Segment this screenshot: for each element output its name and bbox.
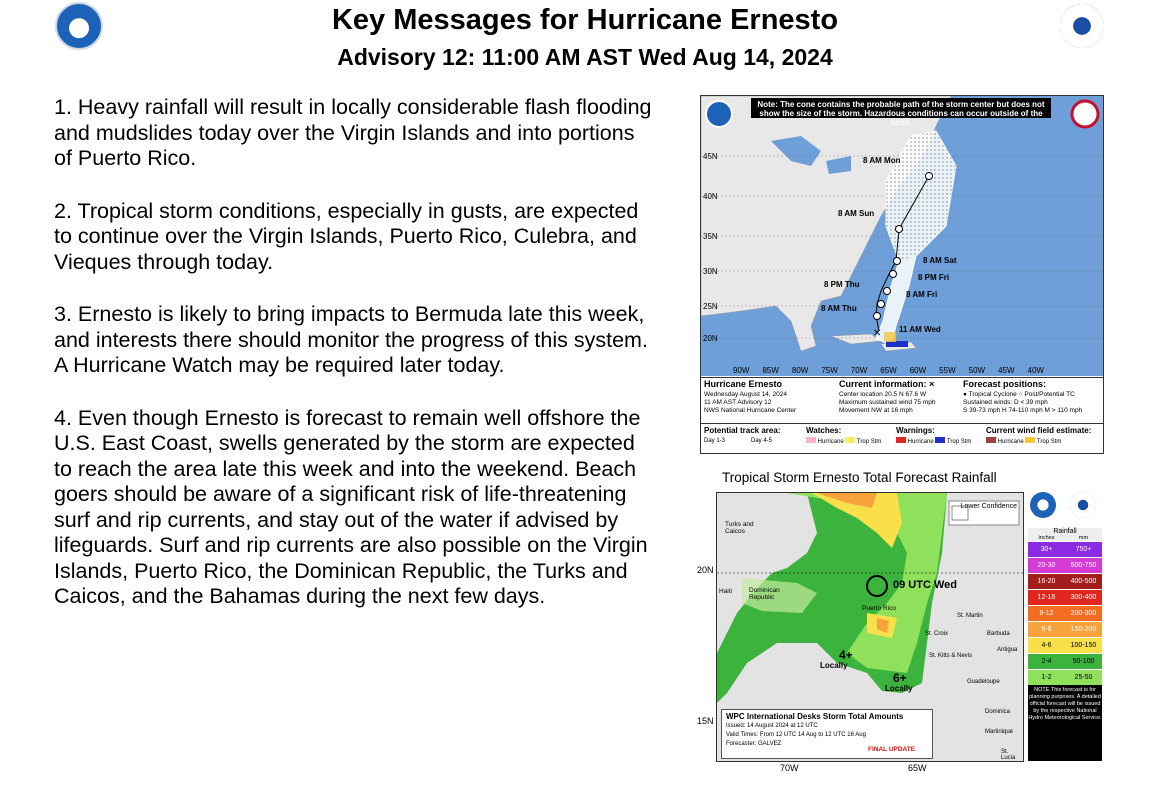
place-dominica: Dominica — [985, 709, 1011, 715]
legend-title: Rainfall — [1028, 528, 1102, 535]
pos-8pm-fri: 8 PM Fri — [918, 273, 950, 282]
key-message-2: 2. Tropical storm conditions, especially in gusts, are expected to continue over the Virgin Islands, Puerto Rico, Culebra, and Vieques through today. — [54, 198, 639, 274]
rainfall-legend — [1028, 528, 1102, 686]
wpc-info-box — [721, 709, 933, 759]
pos-8am-thu: 8 AM Thu — [821, 304, 857, 313]
warning-tropstm-label: Trop Stm — [946, 439, 972, 445]
key-message-4: 4. Even though Ernesto is forecast to remain well offshore the U.S. East Coast, swells generated by the storm are expected to reach the area late this week and into the weekend. Beach goers should be aware of a significant risk of life-threatening surf and rip currents, and stay out of the water if advised by lifeguards. Surf and rip currents are also possible on the Virgin Islands, Puerto Rico, the Dominican Republic, the Turks and Caicos, and the Bahamas during the next few days. — [54, 405, 648, 608]
legend-unit-inches: inches — [1038, 535, 1055, 541]
forecast-legend: ● Tropical Cyclone ○ Post/Potential TC — [963, 391, 1075, 398]
watch-hurricane — [806, 437, 881, 447]
legend-row — [1028, 638, 1102, 653]
rainfall-title: Tropical Storm Ernesto Total Forecast Rainfall — [722, 470, 997, 485]
nws-small-logo — [1070, 492, 1096, 518]
legend-row — [1028, 542, 1102, 557]
legend-inches: 20-30 — [1028, 558, 1065, 573]
place-turks-caicos: Turks and Caicos — [725, 521, 754, 535]
lat-40: 40N — [703, 192, 718, 201]
legend-row — [1028, 670, 1102, 685]
legend-inches: 16-20 — [1028, 574, 1065, 589]
max-wind: Maximum sustained wind 75 mph — [839, 399, 936, 406]
legend-mm: 400-500 — [1065, 574, 1102, 589]
legend-unit-mm: mm — [1078, 535, 1089, 541]
lat-35: 35N — [703, 232, 718, 241]
legend-row — [1028, 574, 1102, 589]
watch-tropstm-label: Trop Stm — [856, 439, 882, 445]
cone-map — [700, 95, 1104, 454]
legend-row — [1028, 558, 1102, 573]
rainfall-note: NOTE This forecast is for planning purposes. A detailed official forecast will be issued by the respective National Hydro Meteorological Service. — [1028, 685, 1102, 761]
lon-label: 55W — [939, 366, 956, 375]
legend-mm: 200-300 — [1065, 606, 1102, 621]
pos-11am-wed: 11 AM Wed — [899, 325, 941, 334]
tc-label: Tropical Cyclone — [968, 391, 1017, 398]
place-barbuda: Barbuda — [987, 631, 1010, 637]
callout-4plus-locally: Locally — [820, 661, 848, 670]
callout-6plus-locally: Locally — [885, 684, 913, 693]
lat-30: 30N — [703, 267, 718, 276]
wpc-forecaster: Forecaster: GALVEZ — [726, 741, 782, 747]
wind-field-label: Current wind field estimate: — [986, 426, 1092, 435]
pos-8am-fri: 8 AM Fri — [906, 290, 938, 299]
legend-panel — [701, 423, 1103, 454]
wind-hurricane-label: Hurricane — [997, 439, 1024, 445]
legend-row — [1028, 654, 1102, 669]
lon-label: 60W — [909, 366, 927, 375]
warning-types — [896, 437, 971, 447]
legend-mm: 100-150 — [1065, 638, 1102, 653]
place-antigua: Antigua — [997, 647, 1018, 653]
noaa-small-logo — [1030, 492, 1056, 518]
legend-inches: 8-12 — [1028, 606, 1065, 621]
day-1-3: Day 1-3 — [704, 438, 726, 444]
lon-label: 75W — [821, 366, 838, 375]
place-dominican-republic: Dominican Republic — [749, 587, 780, 601]
lon-label: 80W — [791, 366, 809, 375]
callout-4plus: 4+ — [839, 648, 853, 662]
legend-inches: 2-4 — [1028, 654, 1065, 669]
warnings-label: Warnings: — [896, 426, 935, 435]
lon-labels — [733, 366, 1044, 375]
lat-25: 25N — [703, 302, 718, 311]
rain-lon-70: 70W — [780, 763, 799, 773]
lat-45: 45N — [703, 152, 718, 161]
place-st-kitts: St. Kitts & Nevis — [929, 653, 973, 659]
forecast-title: Forecast positions: — [963, 379, 1047, 389]
pos-8am-sat: 8 AM Sat — [923, 256, 957, 265]
storm-name: Hurricane Ernesto — [704, 379, 783, 389]
legend-mm: 50-100 — [1065, 654, 1102, 669]
lat-20: 20N — [703, 334, 718, 343]
lon-label: 85W — [762, 366, 779, 375]
legend-row — [1028, 622, 1102, 637]
cone-map-graphic — [701, 96, 1103, 376]
legend-row — [1028, 590, 1102, 605]
watches-label: Watches: — [806, 426, 842, 435]
legend-mm: 300-400 — [1065, 590, 1102, 605]
legend-mm: 750+ — [1065, 542, 1102, 557]
callout-6plus: 6+ — [893, 671, 907, 685]
rain-lat-20: 20N — [697, 565, 714, 575]
legend-units — [1028, 535, 1102, 541]
lower-confidence-label: Lower Confidence — [960, 503, 1017, 510]
place-haiti: Haiti — [719, 588, 733, 595]
place-st-croix: St. Croix — [925, 631, 949, 637]
legend-mm: 25-50 — [1065, 670, 1102, 685]
legend-mm: 500-750 — [1065, 558, 1102, 573]
rainfall-map — [716, 492, 1024, 762]
legend-inches: 12-16 — [1028, 590, 1065, 605]
place-st-lucia: St. Lucia — [1001, 749, 1016, 761]
rain-lat-15: 15N — [697, 716, 714, 726]
lon-label: 65W — [880, 366, 897, 375]
legend-mm: 150-200 — [1065, 622, 1102, 637]
wpc-issued: Issued: 14 August 2024 at 12 UTC — [726, 723, 818, 729]
pos-8pm-thu: 8 PM Thu — [824, 280, 860, 289]
place-martinique: Martinique — [985, 729, 1014, 735]
track-area-label: Potential track area: — [704, 426, 781, 435]
place-guadeloupe: Guadeloupe — [967, 679, 1000, 685]
place-st-martin: St. Martin — [957, 613, 983, 619]
advisory-subtitle: Advisory 12: 11:00 AM AST Wed Aug 14, 2024 — [337, 44, 833, 70]
center-location: Center location 20.5 N 67.6 W — [839, 391, 927, 398]
watch-hurricane-label: Hurricane — [817, 439, 844, 445]
forecast-winds-2: S 39-73 mph H 74-110 mph M > 110 mph — [963, 407, 1083, 414]
legend-inches: 30+ — [1028, 542, 1065, 557]
ptc-label: Post/Potential TC — [1024, 391, 1075, 398]
day-4-5: Day 4-5 — [751, 438, 773, 444]
pos-8am-mon: 8 AM Mon — [863, 156, 901, 165]
legend-inches: 4-6 — [1028, 638, 1065, 653]
pos-8am-sun: 8 AM Sun — [838, 209, 875, 218]
movement: Movement NW at 16 mph — [839, 407, 913, 414]
issuing-center: NWS National Hurricane Center — [704, 407, 797, 414]
wpc-box-title: WPC International Desks Storm Total Amounts — [726, 712, 904, 721]
lon-label: 45W — [998, 366, 1015, 375]
lon-label: 50W — [968, 366, 986, 375]
lon-label: 40W — [1027, 366, 1044, 375]
wind-field-types — [986, 437, 1061, 447]
time-label: 09 UTC Wed — [893, 579, 957, 591]
cone-note: Note: The cone contains the probable path of the storm center but does not show the size of the storm. Hazardous conditions can occur outside of the cone. — [757, 100, 1045, 127]
svg-text:✕: ✕ — [873, 328, 882, 339]
key-message-3: 3. Ernesto is likely to bring impacts to Bermuda late this week, and interests there should monitor the progress of this system. A Hurricane Watch may be required later today. — [54, 302, 648, 377]
lon-label: 70W — [850, 366, 868, 375]
wpc-valid: Valid Times: From 12 UTC 14 Aug to 12 UTC 16 Aug — [726, 732, 866, 738]
place-puerto-rico: Puerto Rico — [862, 605, 896, 612]
final-update: FINAL UPDATE — [868, 746, 916, 753]
legend-row — [1028, 606, 1102, 621]
issued-date: Wednesday August 14, 2024 — [704, 391, 787, 398]
current-info-title: Current information: × — [839, 379, 935, 389]
lon-label: 90W — [733, 366, 750, 375]
legend-inches: 6-8 — [1028, 622, 1065, 637]
key-messages — [54, 95, 654, 637]
key-message-1: 1. Heavy rainfall will result in locally considerable flash flooding and mudslides today over the Virgin Islands and into portions of Puerto Rico. — [54, 95, 652, 170]
warning-hurricane-label: Hurricane — [907, 439, 934, 445]
legend-rows — [1028, 542, 1102, 685]
info-panel — [701, 377, 1103, 423]
advisory-number: 11 AM AST Advisory 12 — [704, 399, 772, 406]
legend-inches: 1-2 — [1028, 670, 1065, 685]
page-title: Key Messages for Hurricane Ernesto — [331, 4, 839, 36]
forecast-winds: Sustained winds: D < 39 mph — [963, 399, 1048, 406]
rain-lon-65: 65W — [908, 763, 927, 773]
wind-tropstm-label: Trop Stm — [1036, 439, 1062, 445]
